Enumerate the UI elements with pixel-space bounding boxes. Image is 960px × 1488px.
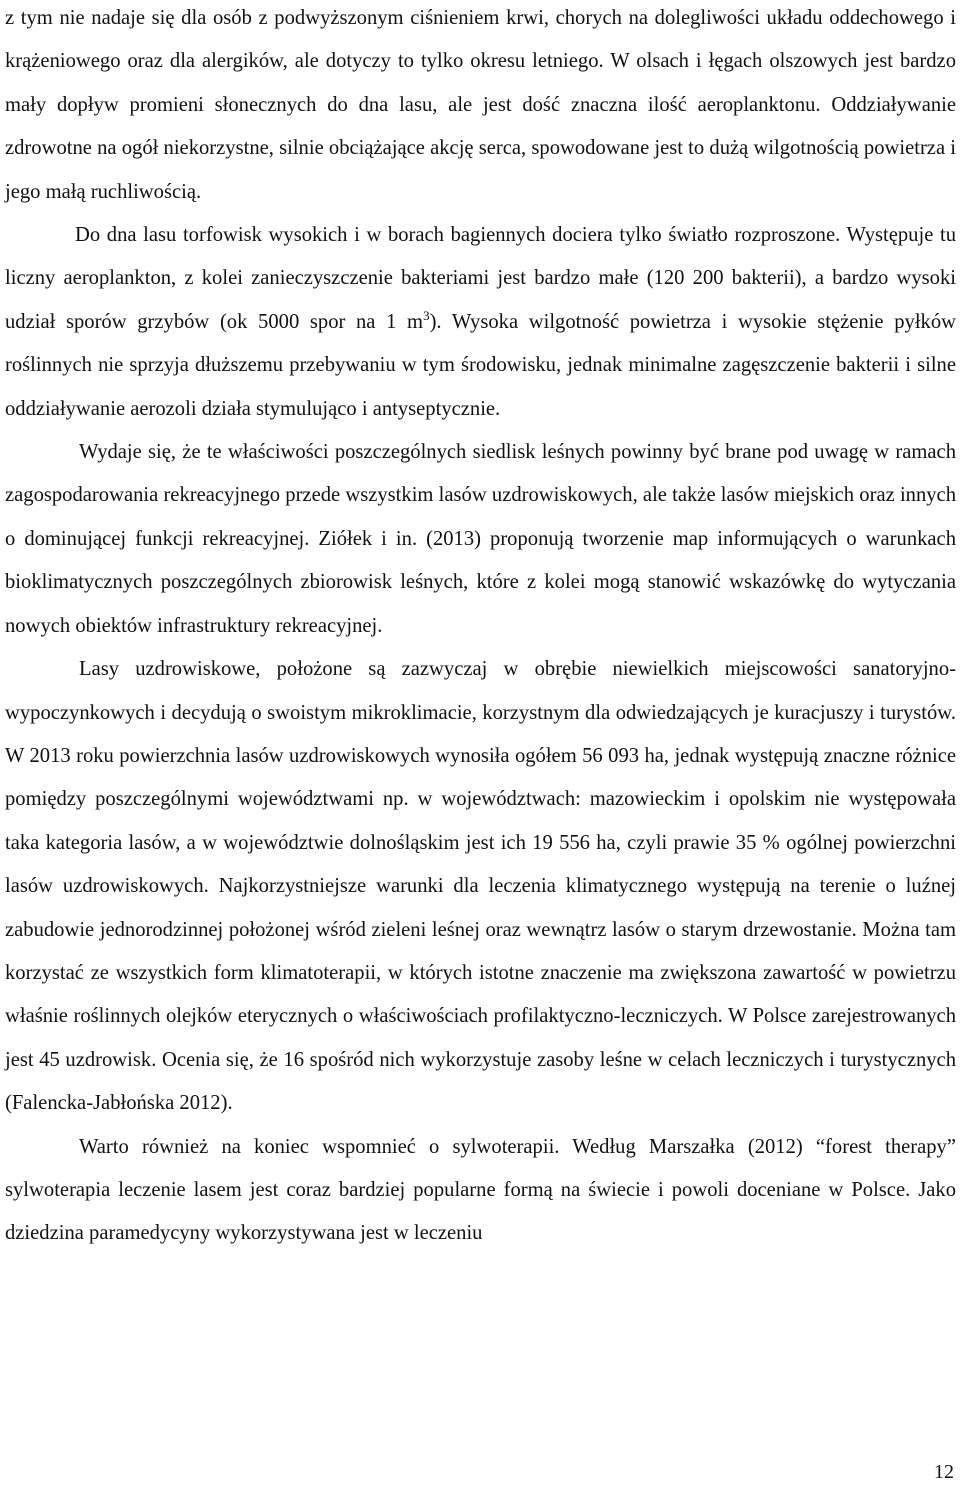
paragraph-1: z tym nie nadaje się dla osób z podwyższonym ciśnieniem krwi, chorych na dolegliwości układu oddechowego i krążeniowego oraz dla alergików, ale dotyczy to tylko okresu letniego. W olsach i łęgach olszowych jest bardzo mały dopływ promieni słonecznych do dna lasu, ale jest dość znaczna ilość aeroplanktonu. Oddziaływanie zdrowotne na ogół niekorzystne, silnie obciążające akcję serca, spowodowane jest to dużą wilgotnością powietrza i jego małą ruchliwością. (5, 7, 956, 203)
paragraph-2-text-end: ). Wysoka wilgotność powietrza i wysokie stężenie pyłków roślinnych nie sprzyja dłuższemu przebywaniu w tym środowisku, jednak minimalne zagęszczenie bakterii i silne oddziaływanie aerozoli działa stymulująco i antyseptycznie. (5, 310, 956, 420)
page-number: 12 (934, 1461, 954, 1483)
paragraph-2 (5, 214, 956, 431)
paragraph-4: Lasy uzdrowiskowe, położone są zazwyczaj w obrębie niewielkich miejscowości sanatoryjno-wypoczynkowych i decydują o swoistym mikroklimacie, korzystnym dla odwiedzających je kuracjuszy i turystów. W 2013 roku powierzchnia lasów uzdrowiskowych wynosiła ogółem 56 093 ha, jednak występują znaczne różnice pomiędzy poszczególnymi województwami np. w województwach: mazowieckim i opolskim nie występowała taka kategoria lasów, a w województwie dolnośląskim jest ich 19 556 ha, czyli prawie 35 % ogólnej powierzchni lasów uzdrowiskowych. Najkorzystniejsze warunki dla leczenia klimatycznego występują na terenie o luźnej zabudowie jednorodzinnej położonej wśród zieleni leśnej oraz wewnątrz lasów o starym drzewostanie. Można tam korzystać ze wszystkich form klimatoterapii, w których istotne znaczenie ma zwiększona zawartość w powietrzu właśnie roślinnych olejków eterycznych o właściwościach profilaktyczno-leczniczych. W Polsce zarejestrowanych jest 45 uzdrowisk. Ocenia się, że 16 spośród nich wykorzystuje zasoby leśne w celach leczniczych i turystycznych (Falencka-Jabłońska 2012). (5, 658, 956, 1115)
superscript-exponent: 3 (423, 307, 430, 323)
paragraph-2-text-start: Do dna lasu torfowisk wysokich i w borach bagiennych dociera tylko światło rozproszone. Występuje tu liczny aeroplankton, z kolei zanieczyszczenie bakteriami jest bardzo małe (120 200 bakterii), a bardzo wysoki udział sporów grzybów (ok 5000 spor na 1 m (5, 224, 956, 333)
paragraph-3: Wydaje się, że te właściwości poszczególnych siedlisk leśnych powinny być brane pod uwagę w ramach zagospodarowania rekreacyjnego przede wszystkim lasów uzdrowiskowych, ale także lasów miejskich oraz innych o dominującej funkcji rekreacyjnej. Ziółek i in. (2013) proponują tworzenie map informujących o warunkach bioklimatycznych poszczególnych zbiorowisk leśnych, które z kolei mogą stanowić wskazówkę do wytyczania nowych obiektów infrastruktury rekreacyjnej. (5, 441, 956, 637)
paragraph-5: Warto również na koniec wspomnieć o sylwoterapii. Według Marszałka (2012) “forest therapy” sylwoterapia leczenie lasem jest coraz bardziej popularne formą na świecie i powoli doceniane w Polsce. Jako dziedzina paramedycyny wykorzystywana jest w leczeniu (5, 1135, 956, 1245)
body-text (5, 0, 956, 1256)
